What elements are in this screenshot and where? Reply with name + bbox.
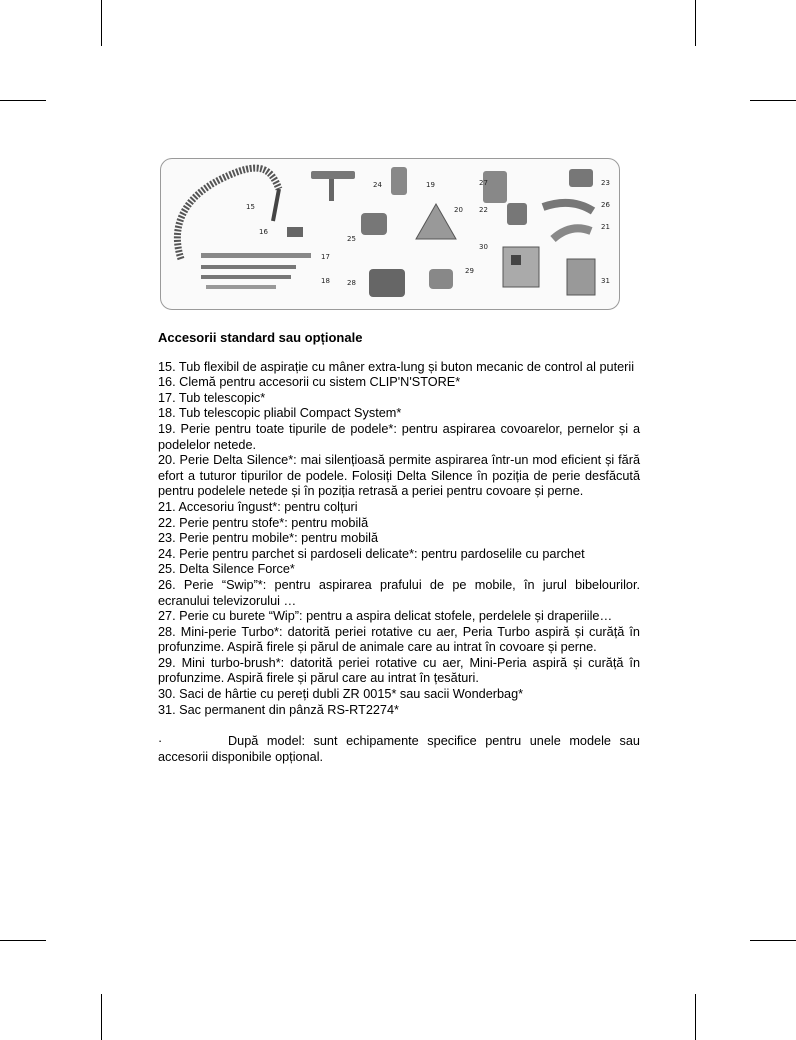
list-item-15: 15. Tub flexibil de aspirație cu mâner extra-lung și buton mecanic de control al puterii xyxy=(158,359,635,374)
floor-brush-shape xyxy=(311,171,355,179)
brush-shape xyxy=(569,169,593,187)
list-item-21: 21. Accesoriu îngust*: pentru colțuri xyxy=(158,499,358,514)
label-22: 22 xyxy=(479,206,488,214)
nozzle-shape xyxy=(391,167,407,195)
note-bullet: · xyxy=(158,734,163,749)
crop-mark xyxy=(695,994,696,1040)
tube-shape xyxy=(201,253,311,258)
accessories-text xyxy=(158,330,640,778)
list-item-20: 20. Perie Delta Silence*: mai silențioasă permite aspirarea într-un mod eficient și fără efort a tuturor tipurilor de podele. Folosiți Delta Silence în poziția de perie desfăcută pentru podelele netede și în poziția retrasă a periei pentru covoare și perne. xyxy=(158,453,640,499)
note-text: După model: sunt echipamente specifice pentru unele modele sau accesorii disponibile opțional. xyxy=(158,734,640,764)
label-24: 24 xyxy=(373,181,382,189)
clip-shape xyxy=(287,227,303,237)
label-23: 23 xyxy=(601,179,610,187)
list-item-26: 26. Perie “Swip”*: pentru aspirarea prafului de pe mobile, în jurul bibelourilor. ecranului televizorului … xyxy=(158,577,640,608)
paper-bag-window-shape xyxy=(511,255,521,265)
accessories-drawing xyxy=(161,159,619,309)
list-item-24: 24. Perie pentru parchet si pardoseli delicate*: pentru pardoselile cu parchet xyxy=(158,546,585,561)
tube-shape xyxy=(201,265,296,269)
label-17: 17 xyxy=(321,253,330,261)
section-heading: Accesorii standard sau opționale xyxy=(158,330,363,345)
label-21: 21 xyxy=(601,223,610,231)
list-item-22: 22. Perie pentru stofe*: pentru mobilă xyxy=(158,515,369,530)
label-25: 25 xyxy=(347,235,356,243)
brush-shape xyxy=(361,213,387,235)
crop-mark xyxy=(750,940,796,941)
crop-mark xyxy=(101,0,102,46)
crop-mark xyxy=(0,100,46,101)
list-item-23: 23. Perie pentru mobile*: pentru mobilă xyxy=(158,531,379,546)
list-item-16: 16. Clemă pentru accesorii cu sistem CLIP'N'STORE* xyxy=(158,375,461,390)
cloth-bag-shape xyxy=(567,259,595,295)
accessories-illustration xyxy=(160,158,620,310)
list-item-19: 19. Perie pentru toate tipurile de podele*: pentru aspirarea covoarelor, pernelor și a podelelor netede. xyxy=(158,421,640,452)
label-19: 19 xyxy=(426,181,435,189)
wip-shape xyxy=(553,228,591,239)
list-item-18: 18. Tub telescopic pliabil Compact System* xyxy=(158,406,402,421)
turbo-brush-shape xyxy=(369,269,405,297)
label-27: 27 xyxy=(479,179,488,187)
list-item-31: 31. Sac permanent din pânză RS-RT2274* xyxy=(158,702,399,717)
model-note xyxy=(158,734,640,765)
tube-shape xyxy=(201,275,291,279)
label-30: 30 xyxy=(479,243,488,251)
floor-brush-neck-shape xyxy=(329,179,334,201)
label-26: 26 xyxy=(601,201,610,209)
delta-brush-shape xyxy=(416,204,456,239)
label-28: 28 xyxy=(347,279,356,287)
list-item-30: 30. Saci de hârtie cu pereți dubli ZR 0015* sau sacii Wonderbag* xyxy=(158,687,524,702)
upholstery-shape xyxy=(507,203,527,225)
crop-mark xyxy=(0,940,46,941)
label-15: 15 xyxy=(246,203,255,211)
hose-shape xyxy=(177,168,279,259)
hose-handle-shape xyxy=(273,189,279,221)
label-16: 16 xyxy=(259,228,268,236)
label-18: 18 xyxy=(321,277,330,285)
crevice-shape xyxy=(483,171,507,203)
list-item-29: 29. Mini turbo-brush*: datorită periei rotative cu aer, Mini-Peria aspiră și curăță în profunzime. Aspiră firele și părul care au intrat în țesături. xyxy=(158,655,640,686)
crop-mark xyxy=(750,100,796,101)
list-item-28: 28. Mini-perie Turbo*: datorită periei rotative cu aer, Peria Turbo aspiră și curăță în profunzime. Aspiră firele și părul de animale care au intrat în covoare și perne. xyxy=(158,624,640,655)
paper-bag-shape xyxy=(503,247,539,287)
swip-shape xyxy=(543,203,593,211)
label-31: 31 xyxy=(601,277,610,285)
tube-shape xyxy=(206,285,276,289)
list-item-27: 27. Perie cu burete “Wip”: pentru a aspira delicat stofele, perdelele și draperiile… xyxy=(158,609,613,624)
list-item-17: 17. Tub telescopic* xyxy=(158,390,266,405)
list-item-25: 25. Delta Silence Force* xyxy=(158,562,295,577)
mini-turbo-shape xyxy=(429,269,453,289)
label-20: 20 xyxy=(454,206,463,214)
crop-mark xyxy=(101,994,102,1040)
label-29: 29 xyxy=(465,267,474,275)
crop-mark xyxy=(695,0,696,46)
